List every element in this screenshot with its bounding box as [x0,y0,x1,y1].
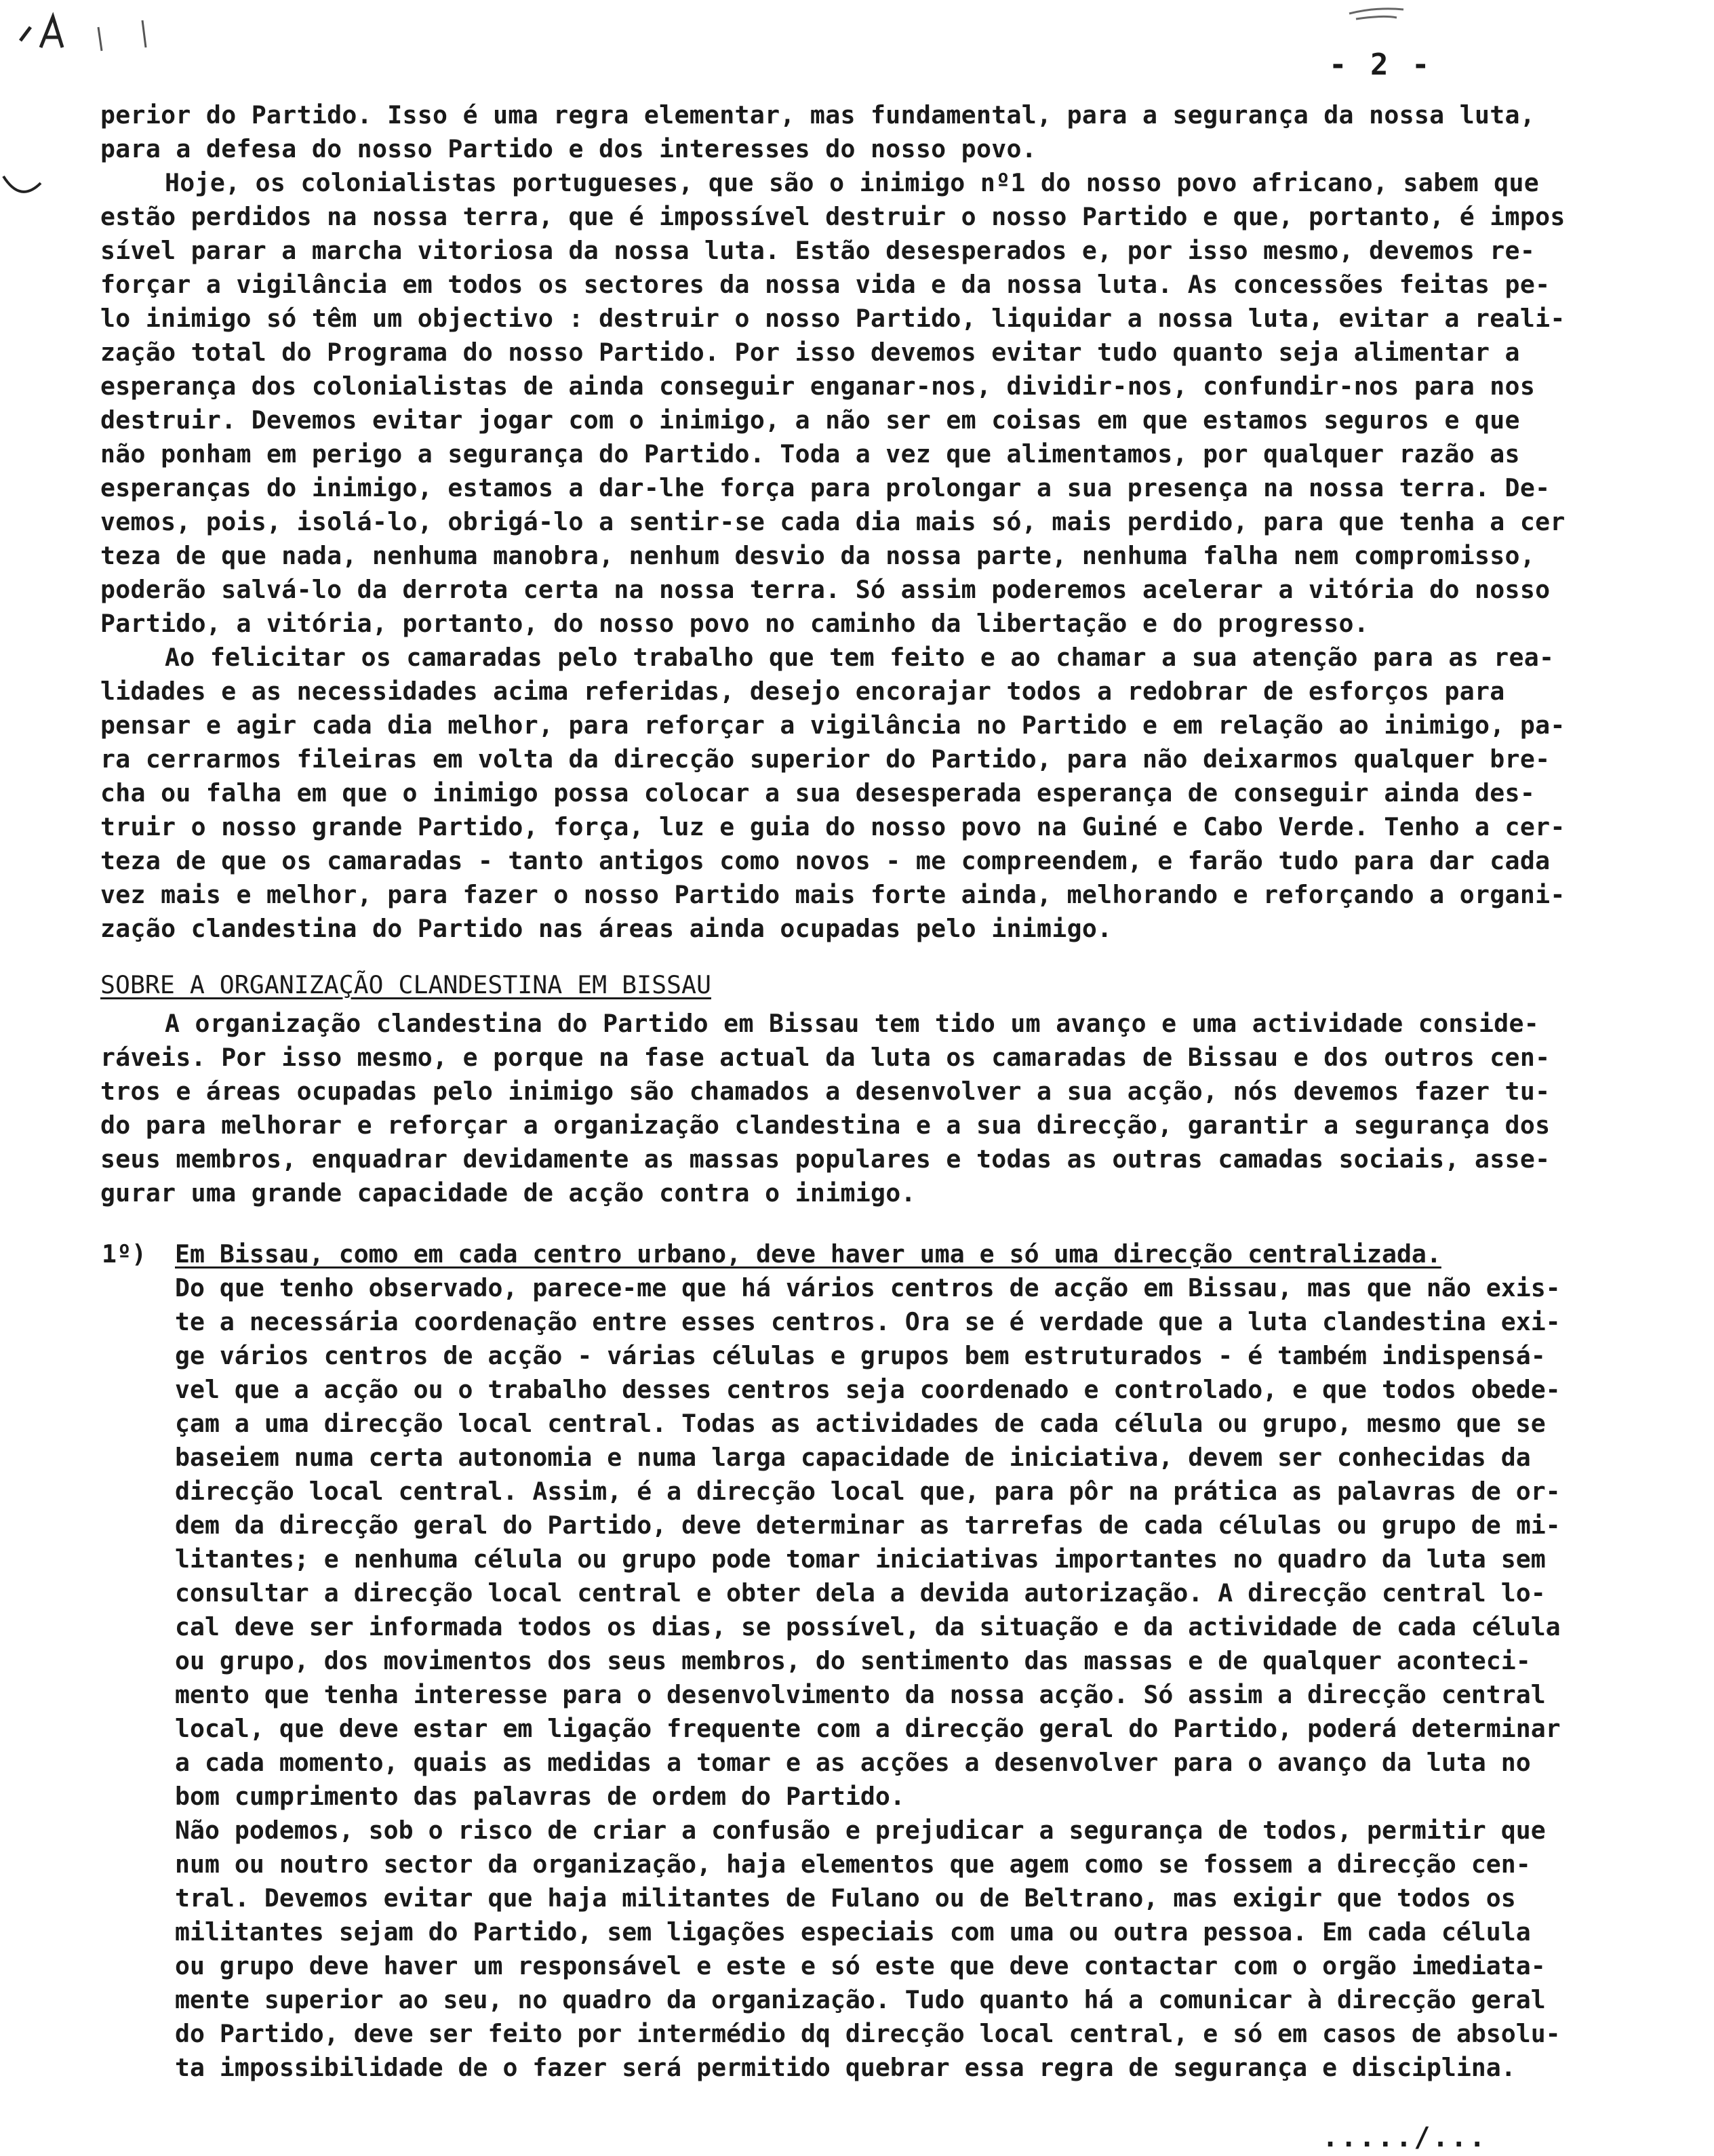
paragraph-block-intro [100,98,1639,946]
text-line: tros e áreas ocupadas pelo inimigo são chamados a desenvolver a sua acção, nós devemos fazer tu- [100,1077,1551,1106]
text-line: gurar uma grande capacidade de acção contra o inimigo. [100,1178,916,1207]
text-line: cha ou falha em que o inimigo possa colocar a sua desesperada esperança de conseguir ainda des- [100,778,1536,807]
text-line: ra cerrarmos fileiras em volta da direcção superior do Partido, para não deixarmos qualquer bre- [100,744,1551,774]
text-line: estão perdidos na nossa terra, que é impossível destruir o nosso Partido e que, portanto, é impos [100,202,1566,231]
text-line: ou grupo deve haver um responsável e este e só este que deve contactar com o orgão imediata- [175,1951,1546,1980]
pencil-tick [98,20,146,51]
text-line: do para melhorar e reforçar a organização clandestina e a sua direcção, garantir a segurança dos [100,1111,1551,1140]
page-number: - 2 - [1329,47,1433,82]
text-line: esperança dos colonialistas de ainda conseguir enganar-nos, dividir-nos, confundir-nos para nos [100,372,1536,401]
point-1-title: Em Bissau, como em cada centro urbano, deve haver uma e só uma direcção centralizada. [175,1239,1441,1269]
text-line: a cada momento, quais as medidas a tomar e as acções a desenvolver para o avanço da luta no [175,1748,1531,1777]
text-line: do Partido, deve ser feito por intermédio dq direcção local central, e só em casos de absolu- [175,2019,1561,2048]
text-line: ráveis. Por isso mesmo, e porque na fase actual da luta os camaradas de Bissau e dos outros cen- [100,1043,1551,1072]
text-line: zação total do Programa do nosso Partido. Por isso devemos evitar tudo quanto seja alimentar a [100,338,1520,367]
text-line: local, que deve estar em ligação frequente com a direcção geral do Partido, poderá determinar [175,1714,1561,1743]
text-line: consultar a direcção local central e obter dela a devida autorização. A direcção central lo- [175,1578,1546,1608]
text-line: bom cumprimento das palavras de ordem do Partido. [175,1782,905,1811]
top-scratch-mark [1349,9,1403,19]
text-line: seus membros, enquadrar devidamente as massas populares e todas as outras camadas sociais, asse- [100,1144,1551,1174]
text-line: Do que tenho observado, parece-me que há vários centros de acção em Bissau, mas que não exis- [175,1273,1561,1302]
text-line: pensar e agir cada dia melhor, para reforçar a vigilância no Partido e em relação ao inimigo, pa- [100,711,1566,740]
text-line: ge vários centros de acção - várias células e grupos bem estruturados - é também indispensá- [175,1341,1546,1370]
text-line: vel que a acção ou o trabalho desses centros seja coordenado e controlado, e que todos obede- [175,1375,1561,1404]
text-line: baseiem numa certa autonomia e numa larga capacidade de iniciativa, devem ser conhecidas da [175,1443,1531,1472]
text-line: te a necessária coordenação entre esses centros. Ora se é verdade que a luta clandestina exi- [175,1307,1561,1336]
text-line: truir o nosso grande Partido, força, luz e guia do nosso povo na Guiné e Cabo Verde. Tenho a cer- [100,812,1566,841]
text-line: Não podemos, sob o risco de criar a confusão e prejudicar a segurança de todos, permitir que [175,1816,1546,1845]
text-line: Partido, a vitória, portanto, do nosso povo no caminho da libertação e do progresso. [100,609,1370,638]
point-1-body [175,1271,1653,2085]
text-line: cal deve ser informada todos os dias, se possível, da situação e da actividade de cada célula [175,1612,1561,1641]
text-line: mente superior ao seu, no quadro da organização. Tudo quanto há a comunicar à direcção geral [175,1985,1546,2014]
point-1-text [175,1237,1653,2085]
text-line: sível parar a marcha vitoriosa da nossa luta. Estão desesperados e, por isso mesmo, devemos re- [100,236,1536,265]
point-number: 1º) [102,1239,146,1269]
text-line: A organização clandestina do Partido em Bissau tem tido um avanço e uma actividade conside- [165,1009,1540,1038]
text-line: ta impossibilidade de o fazer será permitido quebrar essa regra de segurança e disciplina. [175,2053,1516,2082]
text-line: litantes; e nenhuma célula ou grupo pode tomar iniciativas importantes no quadro da luta sem [175,1544,1546,1574]
text-line: mento que tenha interesse para o desenvolvimento da nossa acção. Só assim a direcção central [175,1680,1546,1709]
text-line: forçar a vigilância em todos os sectores da nossa vida e da nossa luta. As concessões feitas pe- [100,270,1551,299]
text-line: çam a uma direcção local central. Todas as actividades de cada célula ou grupo, mesmo que se [175,1409,1546,1438]
text-line: lidades e as necessidades acima referidas, desejo encorajar todos a redobrar de esforços para [100,677,1505,706]
text-line: poderão salvá-lo da derrota certa na nossa terra. Só assim poderemos acelerar a vitória do nosso [100,575,1551,604]
handwritten-mark [20,17,62,47]
text-line: vez mais e melhor, para fazer o nosso Partido mais forte ainda, melhorando e reforçando a organi- [100,880,1566,909]
text-line: num ou noutro sector da organização, haja elementos que agem como se fossem a direcção cen- [175,1850,1531,1879]
text-line: teza de que os camaradas - tanto antigos como novos - me compreendem, e farão tudo para dar cada [100,846,1551,875]
paragraph-block-bissau [100,1007,1639,1210]
text-line: para a defesa do nosso Partido e dos interesses do nosso povo. [100,134,1037,163]
text-line: direcção local central. Assim, é a direcção local que, para pôr na prática as palavras de or- [175,1477,1561,1506]
text-line: lo inimigo só têm um objectivo : destruir o nosso Partido, liquidar a nossa luta, evitar a reali- [100,304,1566,333]
left-margin-curve [3,176,41,192]
section-heading: SOBRE A ORGANIZAÇÃO CLANDESTINA EM BISSAU [100,970,711,999]
text-line: destruir. Devemos evitar jogar com o inimigo, a não ser em coisas em que estamos seguros e que [100,405,1520,435]
text-line: tral. Devemos evitar que haja militantes de Fulano ou de Beltrano, mas exigir que todos os [175,1883,1516,1913]
text-line: teza de que nada, nenhuma manobra, nenhum desvio da nossa parte, nenhuma falha nem compromisso, [100,541,1536,570]
text-line: dem da direcção geral do Partido, deve determinar as tarrefas de cada células ou grupo de mi- [175,1511,1561,1540]
text-line: vemos, pois, isolá-lo, obrigá-lo a sentir-se cada dia mais só, mais perdido, para que tenha a cer [100,507,1566,536]
continuation-mark: ...../... [1322,2122,1488,2153]
text-line: esperanças do inimigo, estamos a dar-lhe força para prolongar a sua presença na nossa terra. De- [100,473,1551,502]
text-line: militantes sejam do Partido, sem ligações especiais com uma ou outra pessoa. Em cada célula [175,1917,1531,1947]
text-line: zação clandestina do Partido nas áreas ainda ocupadas pelo inimigo. [100,914,1113,943]
text-line: perior do Partido. Isso é uma regra elementar, mas fundamental, para a segurança da nossa luta, [100,100,1536,129]
text-line: ou grupo, dos movimentos dos seus membros, do sentimento das massas e de qualquer aconteci- [175,1646,1531,1675]
text-line: Hoje, os colonialistas portugueses, que são o inimigo nº1 do nosso povo africano, sabem que [165,168,1540,197]
text-line: não ponham em perigo a segurança do Partido. Toda a vez que alimentamos, por qualquer razão as [100,439,1520,468]
text-line: Ao felicitar os camaradas pelo trabalho que tem feito e ao chamar a sua atenção para as rea- [165,643,1555,672]
